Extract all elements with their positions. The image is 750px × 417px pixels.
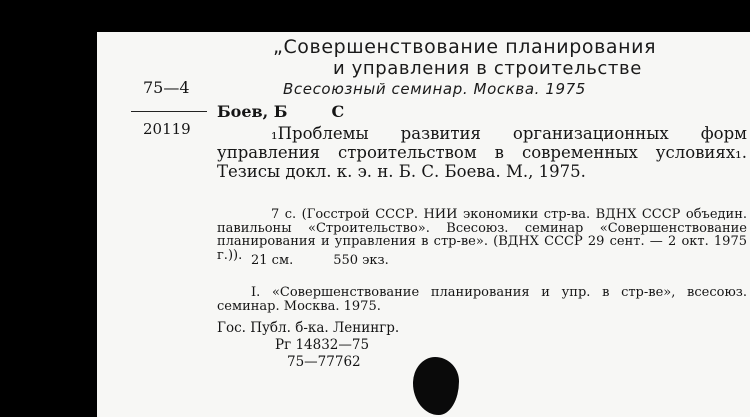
registration-number-2: 75—77762 xyxy=(287,354,361,370)
library-name: Гос. Публ. б-ка. Ленингр. xyxy=(217,320,400,336)
notes-text: 7 с. (Госстрой СССР. НИИ экономики стр-ва. ВДНХ СССР объедин. павильоны «Строительство». Всесоюз. семинар «Совершенствование планирования и управления в стр-ве». (ВДНХ СССР 29 сент. — 2 окт. 1975 г.)). xyxy=(217,207,747,263)
handwritten-heading-line-1: „Совершенствование планирования xyxy=(273,36,657,58)
divider xyxy=(131,111,207,112)
author-surname: Боев, Б xyxy=(217,102,288,121)
title-block xyxy=(217,124,747,181)
copies-text: 550 экз. xyxy=(333,253,389,268)
library-stamp xyxy=(217,320,399,371)
handwritten-heading-line-2: и управления в строительстве xyxy=(333,58,642,79)
call-number: 75—4 xyxy=(143,78,190,97)
physical-description xyxy=(217,254,747,268)
tracing xyxy=(217,286,747,313)
title-text: ₁Проблемы развития организационных форм управления строительством в современных условиях₁. Тезисы докл. к. э. н. Б. С. Боева. М., 1975. xyxy=(217,124,747,181)
punch-hole xyxy=(413,357,459,415)
handwritten-heading-line-3: Всесоюзный семинар. Москва. 1975 xyxy=(283,80,586,98)
author-initial: С xyxy=(331,102,345,121)
size-text: 21 см. xyxy=(251,253,294,268)
tracing-text: I. «Совершенствование планирования и упр. в стр-ве», всесоюз. семинар. Москва. 1975. xyxy=(217,285,747,314)
accession-number: 20119 xyxy=(143,120,191,138)
registration-number-1: Рг 14832—75 xyxy=(275,337,370,353)
author-heading xyxy=(217,102,344,121)
catalog-card xyxy=(97,32,750,417)
